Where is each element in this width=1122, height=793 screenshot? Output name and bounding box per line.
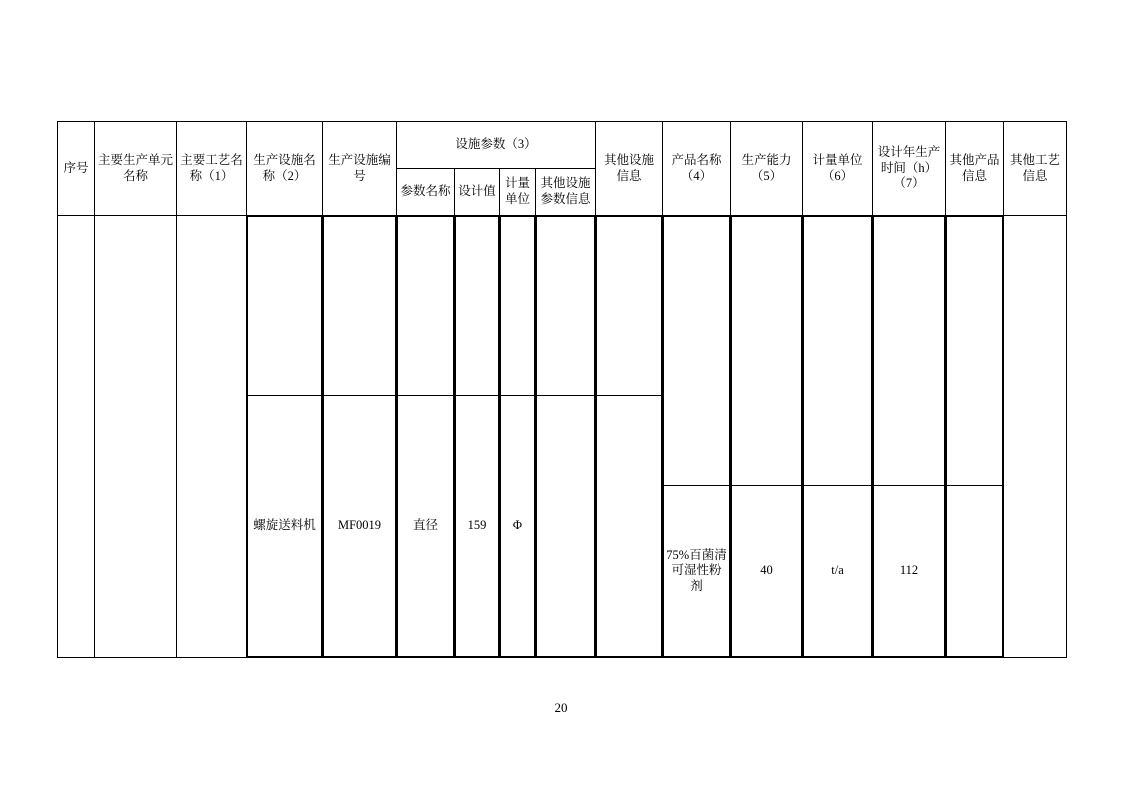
facility-name-empty-top [248, 217, 322, 396]
facility-name-split [247, 216, 322, 657]
header-cell-seq: 序号 [58, 122, 95, 216]
cell-other-product-info-container [946, 216, 1004, 658]
header-cell-other-product-info: 其他产品信息 [946, 122, 1004, 216]
design-value-split [455, 216, 499, 657]
cell-design-value-container [455, 216, 500, 658]
cell-other-facility-info [597, 396, 662, 657]
param-name-split [397, 216, 454, 657]
cell-capacity: 40 [732, 486, 802, 657]
param-unit-split [500, 216, 535, 657]
cell-other-param-info-container [536, 216, 596, 658]
design-value-empty-top [456, 217, 499, 396]
header-cell-facility-params-group: 设施参数（3） [397, 122, 596, 169]
product-name-split [663, 216, 730, 657]
other-product-info-empty-top [947, 217, 1003, 486]
param-unit-empty-top [501, 217, 535, 396]
header-cell-annual-hours: 设计年生产时间（h）（7） [873, 122, 946, 216]
facility-code-empty-top [324, 217, 396, 396]
header-cell-param-unit: 计量单位 [500, 169, 536, 216]
table-header-row-1 [58, 122, 1067, 169]
cell-param-name-container [397, 216, 455, 658]
header-cell-capacity: 生产能力（5） [731, 122, 803, 216]
table-row [58, 216, 1067, 658]
capacity-empty-top [732, 217, 802, 486]
cell-capacity-unit: t/a [804, 486, 872, 657]
other-param-info-empty-top [537, 217, 595, 396]
header-cell-facility-name: 生产设施名称（2） [247, 122, 323, 216]
cell-other-facility-info-container [596, 216, 663, 658]
cell-process-name [177, 216, 247, 658]
cell-other-param-info [537, 396, 595, 657]
cell-product-name: 75%百菌清可湿性粉剂 [664, 486, 730, 657]
cell-facility-name-container [247, 216, 323, 658]
cell-product-name-container [663, 216, 731, 658]
capacity-unit-empty-top [804, 217, 872, 486]
cell-param-name: 直径 [398, 396, 454, 657]
facility-parameters-table [57, 121, 1067, 658]
cell-unit-name [95, 216, 177, 658]
cell-other-process-info [1004, 216, 1067, 658]
cell-other-product-info [947, 486, 1003, 657]
cell-annual-hours: 112 [874, 486, 945, 657]
capacity-unit-split [803, 216, 872, 657]
header-cell-capacity-unit: 计量单位（6） [803, 122, 873, 216]
cell-capacity-unit-container [803, 216, 873, 658]
cell-facility-name: 螺旋送料机 [248, 396, 322, 657]
header-cell-unit-name: 主要生产单元名称 [95, 122, 177, 216]
header-cell-product-name: 产品名称（4） [663, 122, 731, 216]
product-name-empty-top [664, 217, 730, 486]
cell-design-value: 159 [456, 396, 499, 657]
cell-annual-hours-container [873, 216, 946, 658]
cell-param-unit-container [500, 216, 536, 658]
annual-hours-empty-top [874, 217, 945, 486]
cell-facility-code-container [323, 216, 397, 658]
other-facility-info-empty-top [597, 217, 662, 396]
param-name-empty-top [398, 217, 454, 396]
header-cell-design-value: 设计值 [455, 169, 500, 216]
cell-param-unit: Φ [501, 396, 535, 657]
facility-parameters-table-wrapper [57, 121, 1066, 658]
cell-capacity-container [731, 216, 803, 658]
header-cell-other-param-info: 其他设施参数信息 [536, 169, 596, 216]
facility-code-split [323, 216, 396, 657]
page-number: 20 [554, 700, 568, 715]
cell-seq [58, 216, 95, 658]
annual-hours-split [873, 216, 945, 657]
other-product-info-split [946, 216, 1003, 657]
header-cell-facility-code: 生产设施编号 [323, 122, 397, 216]
other-param-info-split [536, 216, 595, 657]
header-cell-param-name: 参数名称 [397, 169, 455, 216]
header-cell-other-facility-info: 其他设施信息 [596, 122, 663, 216]
cell-facility-code: MF0019 [324, 396, 396, 657]
header-cell-process-name: 主要工艺名称（1） [177, 122, 247, 216]
header-cell-other-process-info: 其他工艺信息 [1004, 122, 1067, 216]
capacity-split [731, 216, 802, 657]
other-facility-info-split [596, 216, 662, 657]
